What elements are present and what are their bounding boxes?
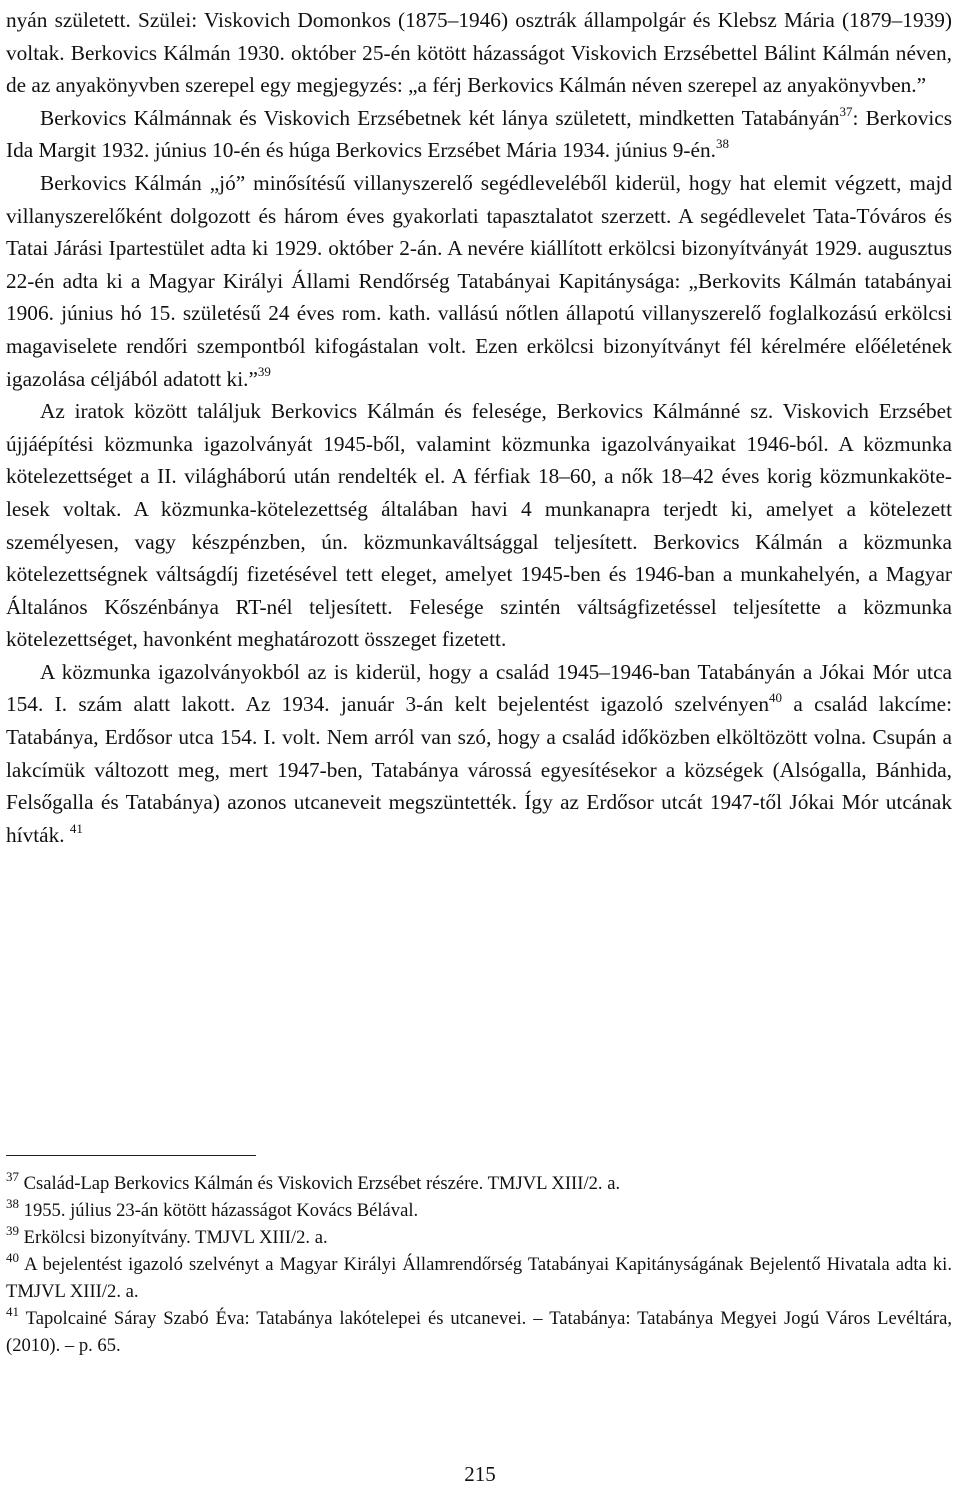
paragraph-3-text: Berkovics Kálmán „jó” minősítésű villanyszerelő segédleveléből kiderül, hogy hat elemit végzett, majd villanyszerelőként dolgozott és három éves gyakorlati tapasztalatot szerzett. A segédlevelet Tata-Tóváros és Tatai Járási Ipartestület adta ki 1929. október 2-án. A nevére kiállított erkölcsi bizonyítványát 1929. augusztus 22-én adta ki a Magyar Királyi Állami Rendőrség Tatabányai Kapitánysága: „Berkovits Kálmán tatabányai 1906. június hó 15. születésű 24 éves rom. kath. vallású nőtlen állapotú villanyszerelő foglalkozású erkölcsi magaviselete rendőri szempontból kifogástalan volt. Ezen erkölcsi bizonyítványt fél kérelmére előéletének igazolása céljából adatott ki.” [6, 170, 952, 391]
footnote-37 [6, 1170, 952, 1197]
footnote-ref-37[interactable]: 37 [839, 103, 853, 119]
paragraph-4-text: Az iratok között találjuk Berkovics Kálmán és felesége, Berkovics Kálmánné sz. Viskovich Erzsébet újjáépítési közmunka igazolványát 1945-ből, valamint közmunka igazolványaikat 1946-ból. A közmunka kötelezettséget a II. világháború után rendelték el. A férfiak 18–60, a nők 18–42 éves korig közmunkakötelesek voltak. A közmunka-kötelezettség általában havi 4 munkanapra terjedt ki, amelyet a kötelezett személyesen, vagy készpénzben, ún. közmunkaváltsággal teljesített. Berkovics Kálmán a közmunka kötelezettségnek váltságdíj fizetésével tett eleget, amelyet 1945-ben és 1946-ban a munkahelyén, a Magyar Általános Kőszénbánya RT-nél teljesített. Felesége szintén váltságfizetéssel teljesítette a közmunka kötelezettséget, havonként meghatározott összeget fizetett. [6, 399, 952, 652]
paragraph-3 [6, 167, 952, 395]
footnote-number: 38 [6, 1195, 19, 1211]
footnote-ref-38[interactable]: 38 [715, 136, 729, 152]
footnote-separator [6, 1155, 256, 1156]
paragraph-5-text-a: A közmunka igazolványokból az is kiderül, hogy a család 1945–1946-ban Tatabányán a Jókai Mór utca 154. I. szám alatt lakott. Az 1934. január 3-án kelt bejelentést igazoló szelvényen [6, 659, 952, 717]
paragraph-1-text: nyán született. Szülei: Viskovich Domonkos (1875–1946) osztrák állampolgár és Klebsz Mária (1879–1939) voltak. Berkovics Kálmán 1930. október 25-én kötött házasságot Viskovich Erzsébettel Bálint Kálmán néven, de az anyakönyvben szerepel egy megjegyzés: „a férj Berkovics Kálmán néven szerepel az anyakönyvben.” [6, 8, 952, 98]
paragraph-5-text-b: a család lakcíme: Tatabánya, Erdősor utca 154. I. volt. Nem arról van szó, hogy a család időközben elköltözött volna. Csupán a lakcímük változott meg, mert 1947-ben, Tatabánya várossá egyesítésekor a községek (Alsógalla, Bánhida, Felsőgalla és Tatabánya) azonos utcaneveit megszüntették. Így az Erdősor utcát 1947-től Jókai Mór utcának hívták. [6, 692, 953, 847]
footnote-41 [6, 1305, 952, 1359]
footnote-number: 37 [6, 1168, 19, 1184]
paragraph-4 [6, 395, 952, 656]
footnote-ref-41[interactable]: 41 [69, 820, 83, 836]
footnote-ref-40[interactable]: 40 [768, 690, 782, 706]
footnote-number: 41 [6, 1303, 19, 1319]
footnote-text: Tapolcainé Sáray Szabó Éva: Tatabánya lakótelepei és utcanevei. – Tatabánya: Tatabánya Megyei Jogú Város Levéltára, (2010). – p. 65. [6, 1308, 952, 1356]
footnote-number: 39 [6, 1222, 19, 1238]
footnote-40 [6, 1251, 952, 1305]
page-number: 215 [464, 1462, 496, 1486]
paragraph-2-text-a: Berkovics Kálmánnak és Viskovich Erzsébetnek két lánya született, mindketten Tatabányán [40, 105, 840, 130]
footnote-number: 40 [6, 1249, 19, 1265]
paragraph-1 [6, 4, 952, 102]
footnote-text: Erkölcsi bizonyítvány. TMJVL XIII/2. a. [19, 1227, 328, 1248]
footnote-39 [6, 1224, 952, 1251]
footnotes [6, 1170, 952, 1359]
footnote-text: A bejelentést igazoló szelvényt a Magyar Királyi Államrendőrség Tatabányai Kapitányságának Bejelentő Hivatala adta ki. TMJVL XIII/2. a. [6, 1254, 952, 1302]
footnote-text: 1955. július 23-án kötött házasságot Kovács Bélával. [19, 1200, 419, 1221]
footnote-ref-39[interactable]: 39 [257, 364, 271, 380]
paragraph-5 [6, 656, 952, 852]
footnote-38 [6, 1197, 952, 1224]
paragraph-2-text-b: : Berkovics Ida Margit 1932. június 10-én és húga Berkovics Erzsébet Mária 1934. június 9-én. [6, 105, 953, 163]
body-text [6, 4, 952, 851]
footnote-text: Család-Lap Berkovics Kálmán és Viskovich Erzsébet részére. TMJVL XIII/2. a. [19, 1173, 621, 1194]
paragraph-2 [6, 102, 952, 167]
